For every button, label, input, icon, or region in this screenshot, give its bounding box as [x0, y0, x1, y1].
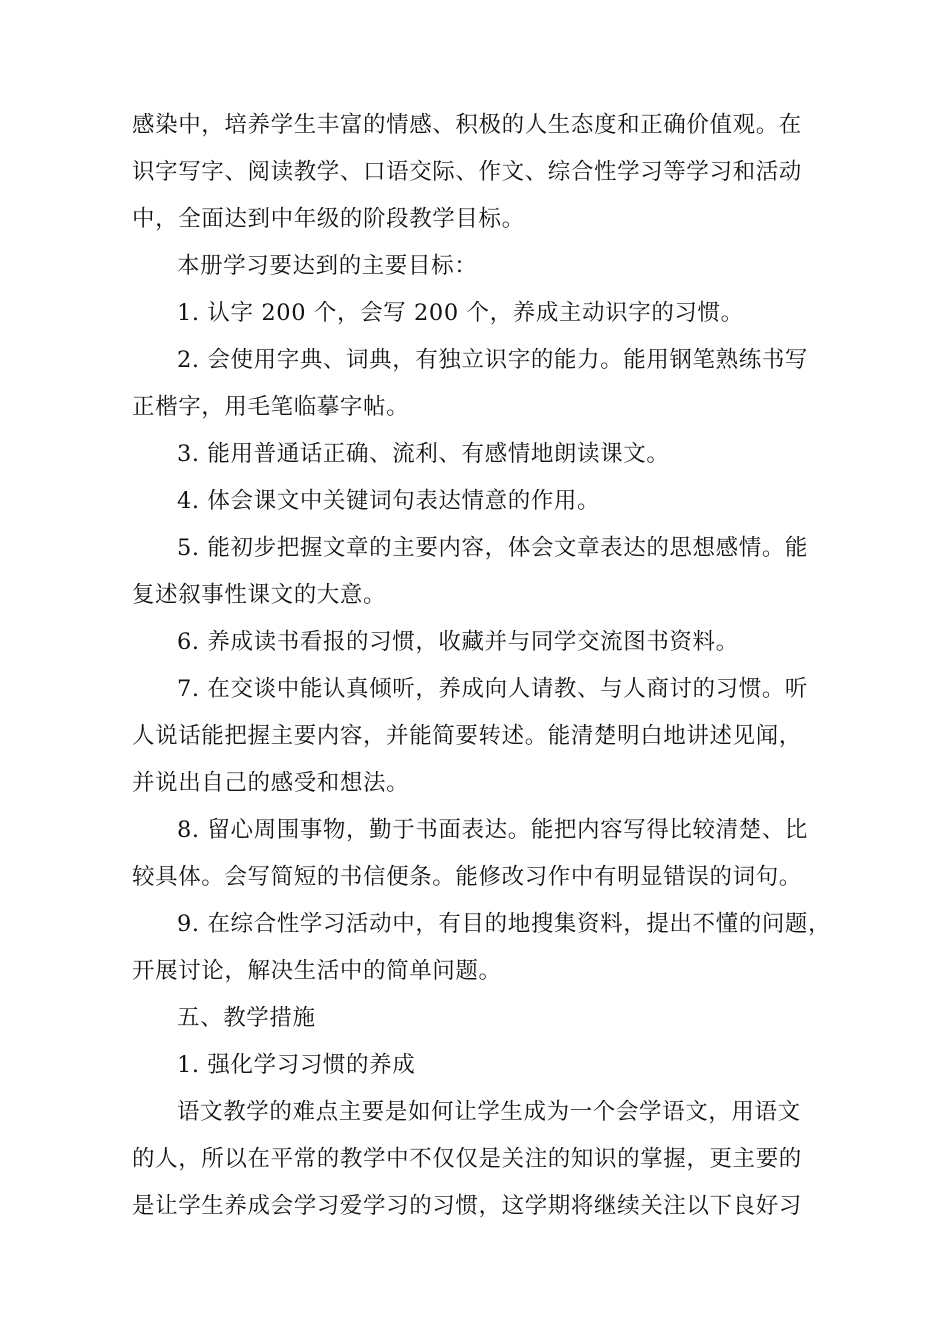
- subsection-heading: 1. 强化学习习惯的养成: [177, 1052, 416, 1078]
- text-line: 中，全面达到中年级的阶段教学目标。: [132, 206, 525, 232]
- goal-item-5: 5. 能初步把握文章的主要内容，体会文章表达的思想感情。能: [177, 535, 809, 561]
- goal-item-9: 9. 在综合性学习活动中，有目的地搜集资料，提出不懂的问题，: [177, 911, 832, 937]
- section-heading: 五、教学措施: [177, 1005, 316, 1031]
- text-line: 是让学生养成会学习爱学习的习惯，这学期将继续关注以下良好习: [132, 1193, 802, 1219]
- goal-item-1: 1. 认字 200 个，会写 200 个，养成主动识字的习惯。: [177, 300, 744, 326]
- goal-item-8: 8. 留心周围事物，勤于书面表达。能把内容写得比较清楚、比: [177, 817, 809, 843]
- text-line: 并说出自己的感受和想法。: [132, 770, 410, 796]
- goal-item-3: 3. 能用普通话正确、流利、有感情地朗读课文。: [177, 441, 670, 467]
- text-line: 人说话能把握主要内容，并能简要转述。能清楚明白地讲述见闻，: [132, 723, 802, 749]
- text-line: 的人，所以在平常的教学中不仅仅是关注的知识的掌握，更主要的: [132, 1146, 802, 1172]
- goal-item-7: 7. 在交谈中能认真倾听，养成向人请教、与人商讨的习惯。听: [177, 676, 809, 702]
- text-line: 感染中，培养学生丰富的情感、积极的人生态度和正确价值观。在: [132, 112, 802, 138]
- goal-item-2: 2. 会使用字典、词典，有独立识字的能力。能用钢笔熟练书写: [177, 347, 809, 373]
- text-line: 语文教学的难点主要是如何让学生成为一个会学语文，用语文: [177, 1099, 801, 1125]
- text-line: 复述叙事性课文的大意。: [132, 582, 387, 608]
- goal-item-4: 4. 体会课文中关键词句表达情意的作用。: [177, 488, 601, 514]
- text-line: 识字写字、阅读教学、口语交际、作文、综合性学习等学习和活动: [132, 159, 802, 185]
- text-line: 本册学习要达到的主要目标：: [177, 253, 478, 279]
- goal-item-6: 6. 养成读书看报的习惯，收藏并与同学交流图书资料。: [177, 629, 739, 655]
- text-line: 开展讨论，解决生活中的简单问题。: [132, 958, 502, 984]
- text-line: 正楷字，用毛笔临摹字帖。: [132, 394, 410, 420]
- text-line: 较具体。会写简短的书信便条。能修改习作中有明显错误的词句。: [132, 864, 802, 890]
